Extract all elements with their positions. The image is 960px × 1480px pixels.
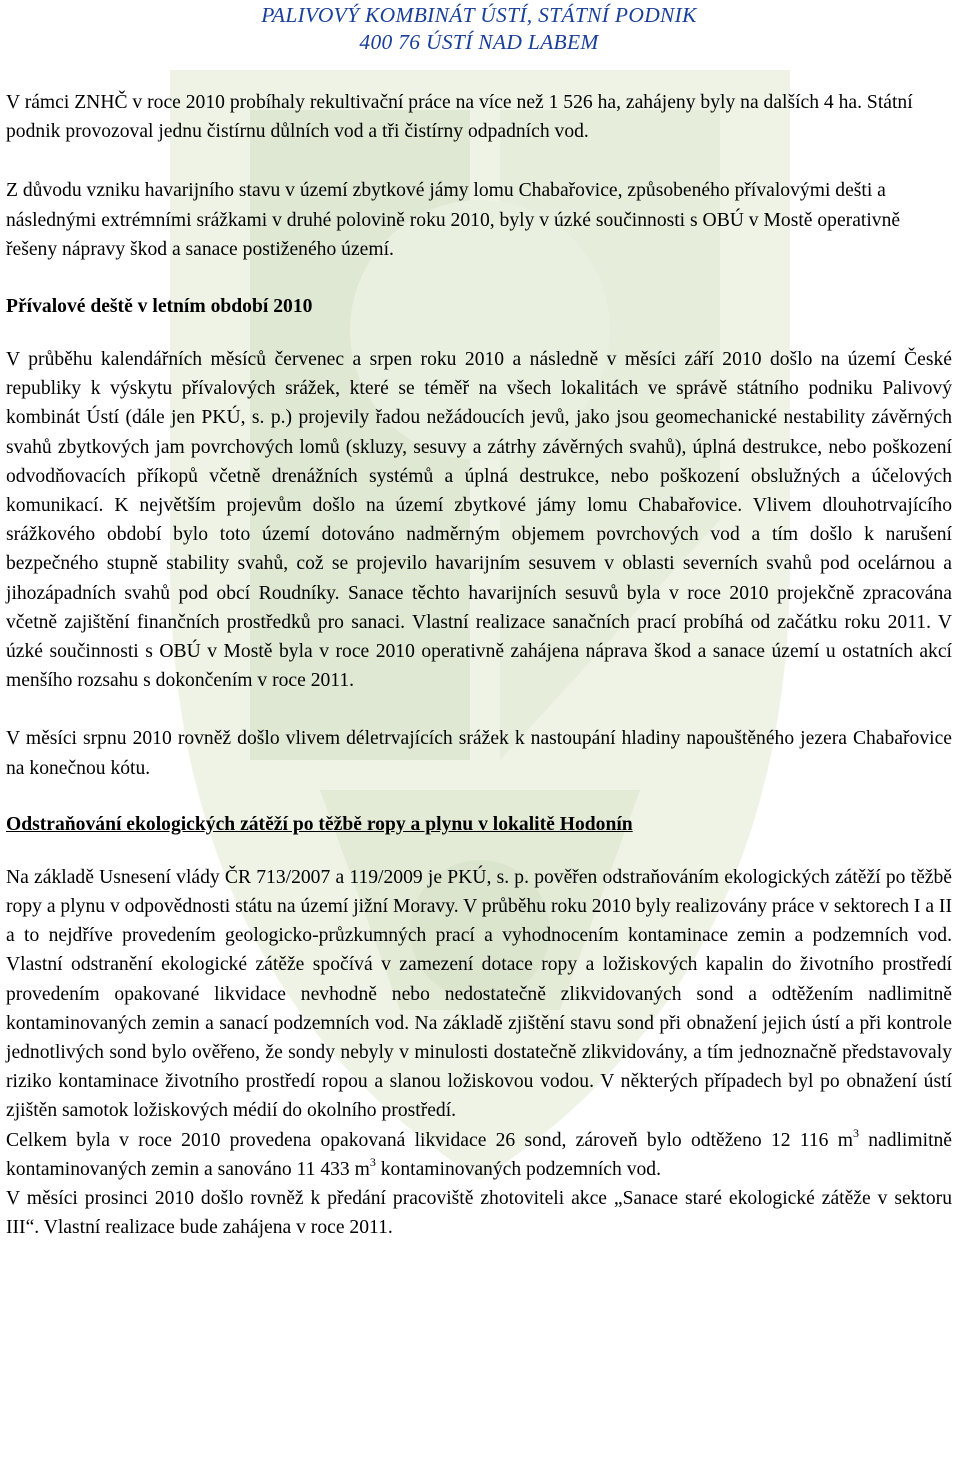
company-name: PALIVOVÝ KOMBINÁT ÚSTÍ, STÁTNÍ PODNIK [261,3,697,27]
handover-paragraph: V měsíci prosinci 2010 došlo rovněž k předání pracoviště zhotoviteli akce „Sanace staré ekologické zátěže v sektoru III“. Vlastní realizace bude zahájena v roce 2011. [6,1188,952,1239]
liquidation-text-c: nadlimitně kontaminovaných zemin a sanováno 11 433 m [6,1129,952,1180]
liquidation-text-a: Celkem byla v roce 2010 provedena opakovaná likvidace 26 sond, zároveň bylo odtěženo [6,1129,762,1151]
liquidation-text-d: kontaminovaných podzemních vod. [375,1158,661,1180]
letterhead [6,0,952,56]
rains-paragraph: V průběhu kalendářních měsíců červenec a srpen roku 2010 a následně v měsíci září 2010 došlo na území České republiky k výskytu přívalových srážek, které se téměř na všech lokalitách ve správě státního podniku Palivový kombinát Ústí (dále jen PKÚ, s. p.) projevily řadou nežádoucích jevů, jako jsou geomechanické nestability závěrných svahů zbytkových jam povrchových lomů (skluzy, sesuvy a zátrhy závěrných svahů), úplná destrukce, nebo poškození odvodňovacích příkopů včetně drenážních systémů a úplná destrukce, nebo poškození obslužných a účelových komunikací. K největším projevům došlo na území zbytkové jámy lomu Chabařovice. Vlivem dlouhotrvajícího srážkového období bylo toto území dotováno nadměrným objemem povrchových vod a tím došlo k narušení bezpečného stupně stability svahů, což se projevilo havarijním sesuvem v oblasti severních svahů pod ocelárnou a jihozápadních svahů pod obcí Roudníky. Sanace těchto havarijních sesuvů byla v roce 2010 projekčně zpracována včetně zajištění finančních prostředků pro sanaci. Vlastní realizace sanačních prací probíhá od začátku roku 2011. V úzké součinnosti s OBÚ v Mostě byla v roce 2010 operativně zahájena náprava škod a sanace území u ostatních akcí menšího rozsahu s dokončením v roce 2011. [6,349,952,692]
liquidation-paragraph [6,1126,952,1184]
company-address: 400 76 ÚSTÍ NAD LABEM [359,30,599,54]
intro-paragraph: V rámci ZNHČ v roce 2010 probíhaly rekultivační práce na více než 1 526 ha, zahájeny byly na dalších 4 ha. Státní podnik provozoval jednu čistírnu důlních vod a tři čistírny odpadních vod. [6,92,913,143]
cubic-superscript: 3 [369,1154,376,1169]
lake-paragraph: V měsíci srpnu 2010 rovněž došlo vlivem déletrvajících srážek k nastoupání hladiny napouštěného jezera Chabařovice na konečnou kótu. [6,728,952,779]
cubic-superscript: 3 [852,1125,859,1140]
liquidation-text-b: 12 116 m [770,1129,853,1151]
section-title-hodonin: Odstraňování ekologických zátěží po těžbě ropy a plynu v lokalitě Hodonín [6,813,633,835]
hodonin-paragraph: Na základě Usnesení vlády ČR 713/2007 a 119/2009 je PKÚ, s. p. pověřen odstraňováním ekologických zátěží po těžbě ropy a plynu v odpovědnosti státu na území jižní Moravy. V průběhu roku 2010 byly realizovány práce v sektorech I a II a to nejdříve provedením geologicko-průzkumných prací a vyhodnocením kontaminace zemin a podzemních vod. Vlastní odstranění ekologické zátěže spočívá v zamezení dotace ropy a ložiskových kapalin do životního prostředí provedením opakované likvidace nevhodně nebo nedostatečně zlikvidovaných sond a odtěžením nadlimitně kontaminovaných zemin a sanací podzemních vod. Na základě zjištění stavu sond při obnažení jejich ústí a při kontrole jednotlivých sond bylo ověřeno, že sondy nebyly v minulosti dostatečně zlikvidovány, a tím jednoznačně představovaly riziko kontaminace životního prostředí ropou a slanou ložiskovou vodou. V některých případech byl po obnažení ústí zjištěn samotok ložiskových médií do okolního prostředí. [6,866,952,1122]
chabarovice-paragraph: Z důvodu vzniku havarijního stavu v území zbytkové jámy lomu Chabařovice, způsobeného přívalovými dešti a následnými extrémními srážkami v druhé polovině roku 2010, byly v úzké součinnosti s OBÚ v Mostě operativně řešeny nápravy škod a sanace postiženého území. [6,180,901,260]
section-title-rains: Přívalové deště v letním období 2010 [6,296,313,318]
